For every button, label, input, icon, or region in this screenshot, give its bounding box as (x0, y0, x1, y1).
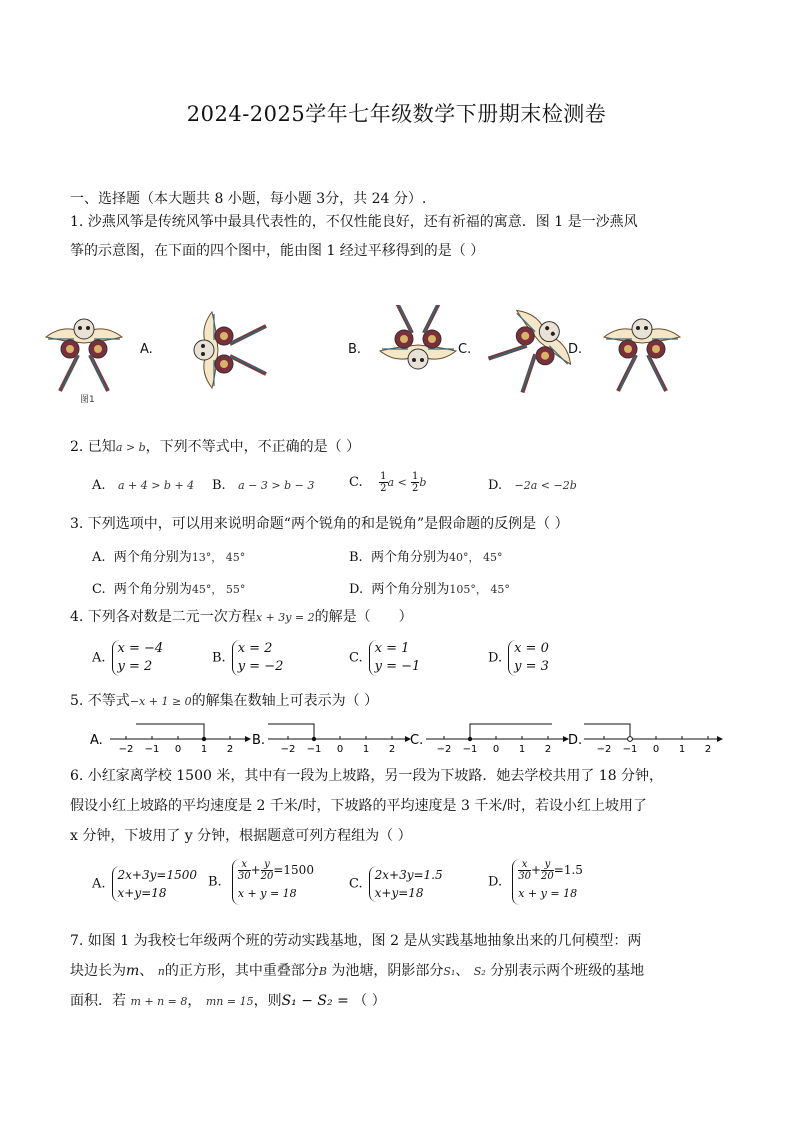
q5-option-c-label: C. (410, 733, 424, 748)
svg-text:0: 0 (492, 744, 500, 755)
svg-text:−1: −1 (144, 744, 160, 755)
q6-stem-line1: 6. 小红家离学校 1500 米，其中有一段为上坡路，另一段为下坡路．她去学校共用了 18 分钟， (70, 768, 664, 784)
section-heading: 一、选择题（本大题共 8 小题，每小题 3分，共 24 分）. (70, 191, 427, 207)
number-line-d[interactable] (584, 724, 722, 755)
svg-text:−2: −2 (118, 744, 134, 755)
q6-option-c[interactable]: C.2x+3y=1.5 x+y=18 (349, 868, 443, 900)
q2-option-d[interactable]: D. −2a < −2b (488, 478, 577, 493)
q7-stem-line3: 面积．若 m + n = 8， mn = 15，则S₁ − S₂ = （ ） (70, 993, 386, 1009)
q6-option-d[interactable]: D. $\frac{x}{30}$ + $\frac{y}{20}$ =1.5 x + y = 18 (488, 859, 583, 905)
q1-stem-line2: 筝的示意图，在下面的四个图中，能由图 1 经过平移得到的是（ ） (70, 243, 485, 259)
svg-text:1: 1 (362, 744, 370, 755)
svg-text:2: 2 (704, 744, 712, 755)
svg-text:−1: −1 (462, 744, 478, 755)
number-line-options (88, 716, 728, 756)
page-title: 2024-2025学年七年级数学下册期末检测卷 (186, 102, 607, 126)
q4-stem: 4. 下列各对数是二元一次方程x + 3y = 2的解是（ ） (70, 609, 413, 625)
svg-text:0: 0 (174, 744, 182, 755)
q7-stem-line1: 7. 如图 1 为我校七年级两个班的劳动实践基地，图 2 是从实践基地抽象出来的几何模型：两 (70, 933, 642, 949)
svg-text:2: 2 (226, 744, 234, 755)
svg-text:2: 2 (388, 744, 396, 755)
q7-stem-line2: 块边长为m、 n的正方形，其中重叠部分B 为池塘，阴影部分S₁、 S₂ 分别表示两个班级的基地 (70, 963, 645, 979)
q3-option-c[interactable]: C. 两个角分别为45°， 55° (92, 582, 246, 597)
q2-option-a[interactable]: A. a + 4 > b + 4 (92, 478, 195, 493)
q4-equation: x + 3y = 2 (255, 611, 315, 624)
kite-figures (40, 305, 760, 405)
number-line-a[interactable] (110, 724, 250, 755)
q1-stem-line1: 1. 沙燕风筝是传统风筝中最具代表性的，不仅性能良好，还有祈福的寓意．图 1 是一沙燕风 (70, 214, 638, 230)
q4-option-c[interactable]: C.x = 1 y = −1 (349, 641, 421, 674)
kite-option-b (380, 305, 456, 369)
svg-text:−2: −2 (280, 744, 296, 755)
q6-stem-line2: 假设小红上坡路的平均速度是 2 千米/时，下坡路的平均速度是 3 千米/时，若设小红上坡用了 (70, 798, 648, 814)
q3-option-b[interactable]: B. 两个角分别为40°， 45° (349, 550, 503, 565)
q3-option-a[interactable]: A. 两个角分别为13°， 45° (92, 550, 246, 565)
q4-option-a[interactable]: A.x = −4 y = 2 (92, 641, 164, 674)
svg-text:−1: −1 (622, 744, 638, 755)
q3-stem: 3. 下列选项中，可以用来说明命题“两个锐角的和是锐角”是假命题的反例是（ ） (70, 516, 569, 532)
q3-option-d[interactable]: D. 两个角分别为105°， 45° (349, 582, 510, 597)
svg-text:0: 0 (336, 744, 344, 755)
q5-inequality: −x + 1 ≥ 0 (129, 695, 192, 708)
svg-text:1: 1 (678, 744, 686, 755)
svg-text:0: 0 (652, 744, 660, 755)
number-line-b[interactable] (268, 724, 410, 755)
number-line-c[interactable] (426, 724, 568, 755)
kite-option-d (604, 319, 680, 391)
q1-option-a-label: A. (140, 342, 153, 357)
q1-option-c-label: C. (458, 342, 472, 357)
svg-text:−2: −2 (596, 744, 612, 755)
q5-option-d-label: D. (568, 733, 583, 748)
q6-option-b[interactable]: B. $\frac{x}{30}$ + $\frac{y}{20}$ =1500 x + y = 18 (208, 859, 314, 905)
q6-option-a[interactable]: A.2x+3y=1500 x+y=18 (92, 868, 197, 900)
q2-option-b[interactable]: B. a − 3 > b − 3 (212, 478, 315, 493)
q5-option-b-label: B. (252, 733, 266, 748)
svg-text:2: 2 (544, 744, 552, 755)
svg-text:1: 1 (518, 744, 526, 755)
q2-condition: a > b (115, 441, 146, 454)
kite-figure-1 (46, 319, 122, 391)
svg-text:−2: −2 (436, 744, 452, 755)
q1-option-b-label: B. (348, 342, 362, 357)
svg-text:−1: −1 (306, 744, 322, 755)
q6-stem-line3: x 分钟，下坡用了 y 分钟，根据题意可列方程组为（ ） (70, 828, 412, 844)
q4-option-b[interactable]: B.x = 2 y = −2 (212, 641, 284, 674)
svg-text:1: 1 (200, 744, 208, 755)
figure-1-caption: 图1 (80, 395, 95, 405)
q1-option-d-label: D. (568, 342, 583, 357)
q2-stem: 2. 已知a > b，下列不等式中，不正确的是（ ） (70, 439, 361, 455)
q5-stem: 5. 不等式−x + 1 ≥ 0的解集在数轴上可表示为（ ） (70, 693, 379, 709)
kite-option-a (194, 312, 266, 388)
q5-option-a-label: A. (90, 733, 103, 748)
q2-option-c[interactable]: C. $\frac{1}{2}$ a < $\frac{1}{2}$ b (349, 471, 427, 494)
q4-option-d[interactable]: D.x = 0 y = 3 (488, 641, 549, 674)
